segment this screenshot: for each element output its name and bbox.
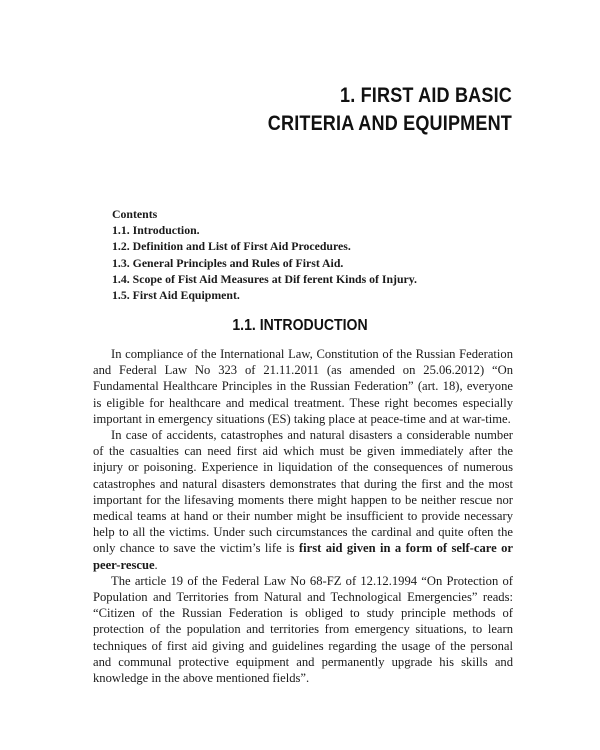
chapter-title-line-2: CRITERIA AND EQUIPMENT: [267, 112, 512, 135]
table-of-contents: [112, 206, 532, 303]
paragraph: The article 19 of the Federal Law No 68-FZ of 12.12.1994 “On Protection of Population and Territories from Natural and Technological Emergencies” reads: “Citizen of the Russian Federation is obliged to study principle methods of protection of the population and territories from emergency situations, to learn techniques of first aid giving and guidelines regarding the usage of the personal and communal protective equipment and permanently upgrade his skills and knowledge in the above mentioned fields”.: [93, 573, 513, 686]
paragraph: In compliance of the International Law, Constitution of the Russian Federation and Federal Law No 323 of 21.11.2011 (as amended on 25.06.2012) “On Fundamental Healthcare Principles in the Russian Federation” (art. 18), everyone is eligible for healthcare and medical treatment. These right becomes especially important in emergency situations (ES) taking place at peace-time and at war-time.: [93, 347, 513, 426]
contents-heading: Contents: [112, 207, 158, 221]
paragraph-end: .: [154, 557, 158, 572]
chapter-title: [268, 82, 512, 138]
paragraph-text: In case of accidents, catastrophes and natural disasters a considerable number of the casualties can need first aid which must be given immediately after the injury or poisoning. Experience in liquidation of the consequences of numerous catastrophes and natural disasters demonstrates that during the first and the most important for the lifesaving moments there might happen to be neither rescue nor medical teams at hand or their number might be insufficient to provide necessary help to all the victims. Under such circumstances the cardinal and quite often the only chance to save the victim’s life is: [93, 428, 513, 556]
paragraph-bold-text: first aid given in a form of self-care or peer-rescue: [93, 541, 513, 572]
section-body: [93, 346, 513, 686]
paragraph: [93, 427, 513, 573]
contents-item: 1.1. Introduction.: [112, 223, 200, 238]
contents-item: 1.2. Definition and List of First Aid Procedures.: [112, 239, 351, 254]
contents-item: 1.3. General Principles and Rules of First Aid.: [112, 255, 344, 270]
contents-item: 1.5. First Aid Equipment.: [112, 288, 240, 303]
contents-item: 1.4. Scope of Fist Aid Measures at Dif ferent Kinds of Injury.: [112, 271, 417, 286]
chapter-title-line-1: 1. FIRST AID BASIC: [339, 84, 512, 107]
section-heading: 1.1. INTRODUCTION: [232, 317, 368, 334]
